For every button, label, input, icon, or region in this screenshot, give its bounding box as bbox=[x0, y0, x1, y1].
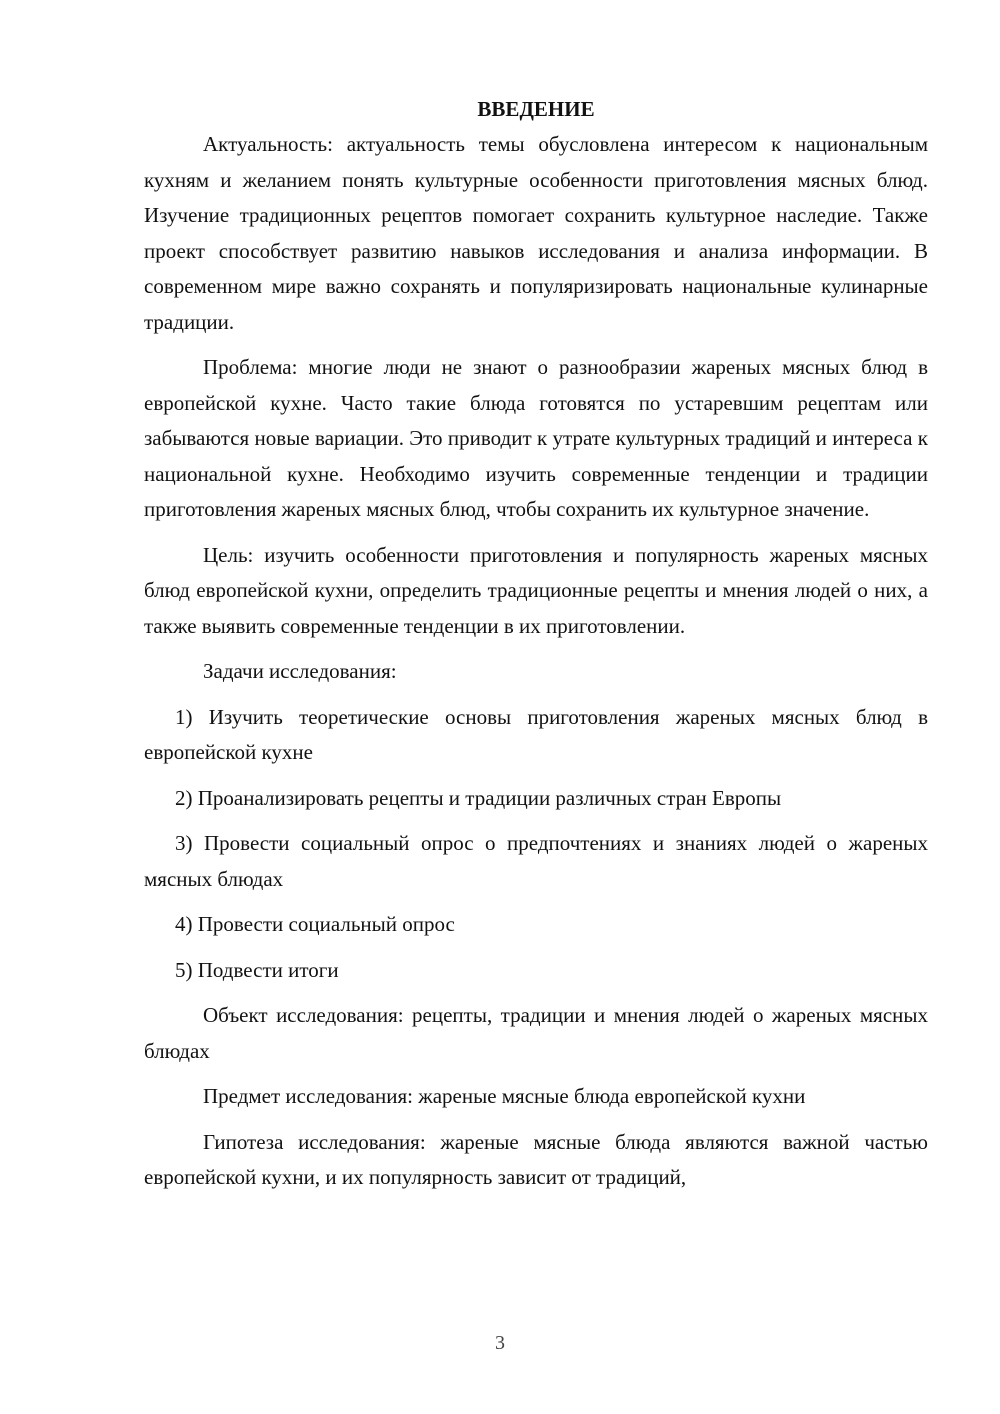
list-item: 2) Проанализировать рецепты и традиции различных стран Европы bbox=[175, 785, 782, 810]
page-number: 3 bbox=[495, 1332, 505, 1354]
tasks-heading: Задачи исследования: bbox=[203, 659, 397, 683]
paragraph-relevance: Актуальность: актуальность темы обусловлена интересом к национальным кухням и желанием понять культурные особенности приготовления мясных блюд. Изучение традиционных рецептов помогает сохранить культурное наследие. Также проект способствует развитию навыков исследования и анализа информации. В современном мире важно сохранять и популяризировать национальные кулинарные традиции. bbox=[144, 132, 928, 334]
page-content bbox=[144, 92, 928, 1206]
paragraph-object: Объект исследования: рецепты, традиции и мнения людей о жареных мясных блюдах bbox=[144, 1003, 928, 1063]
paragraph-problem: Проблема: многие люди не знают о разнообразии жареных мясных блюд в европейской кухне. Часто такие блюда готовятся по устаревшим рецептам или забываются новые вариации. Это приводит к утрате культурных традиций и интереса к национальной кухне. Необходимо изучить современные тенденции и традиции приготовления жареных мясных блюд, чтобы сохранить их культурное значение. bbox=[144, 355, 928, 521]
paragraph-hypothesis: Гипотеза исследования: жареные мясные блюда являются важной частью европейской кухни, и их популярность зависит от традиций, bbox=[144, 1129, 928, 1189]
list-item: 3) Провести социальный опрос о предпочтениях и знаниях людей о жареных мясных блюдах bbox=[144, 831, 928, 891]
list-item: 1) Изучить теоретические основы приготовления жареных мясных блюд в европейской кухне bbox=[144, 704, 928, 764]
list-item: 4) Провести социальный опрос bbox=[175, 912, 455, 936]
tasks-list bbox=[144, 700, 928, 989]
list-item: 5) Подвести итоги bbox=[175, 957, 339, 982]
section-title: ВВЕДЕНИЕ bbox=[477, 97, 595, 121]
paragraph-goal: Цель: изучить особенности приготовления и популярность жареных мясных блюд европейской кухни, определить традиционные рецепты и мнения людей о них, а также выявить современные тенденции в их приготовлении. bbox=[144, 542, 928, 638]
paragraph-subject: Предмет исследования: жареные мясные блюда европейской кухни bbox=[203, 1084, 806, 1108]
